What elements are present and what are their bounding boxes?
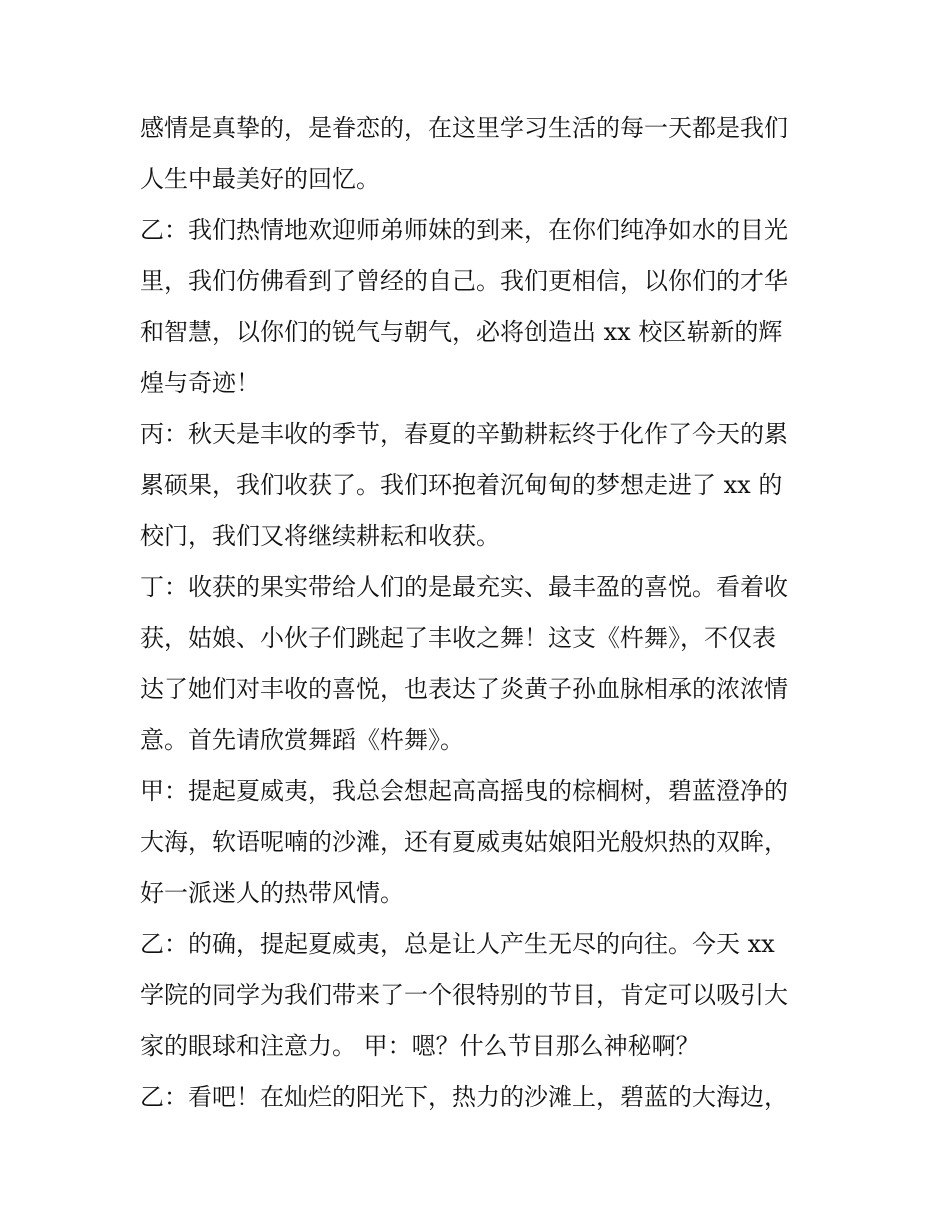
document-body (140, 103, 820, 1123)
text-line: 学院的同学为我们带来了一个很特别的节目，肯定可以吸引大 (140, 981, 788, 1009)
text-line: 里，我们仿佛看到了曾经的自己。我们更相信，以你们的才华 (140, 267, 788, 295)
text-line: 家的眼球和注意力。 甲：嗯？什么节目那么神秘啊？ (140, 1032, 700, 1060)
text-line: 达了她们对丰收的喜悦，也表达了炎黄子孙血脉相承的浓浓情 (140, 675, 788, 703)
text-line: 乙：的确，提起夏威夷，总是让人产生无尽的向往。今天 xx (140, 930, 775, 958)
text-line: 累硕果，我们收获了。我们环抱着沉甸甸的梦想走进了 xx 的 (140, 471, 783, 499)
text-line: 丁：收获的果实带给人们的是最充实、最丰盈的喜悦。看着收 (140, 573, 788, 601)
text-line: 丙：秋天是丰收的季节，春夏的辛勤耕耘终于化作了今天的累 (140, 420, 788, 448)
text-line: 大海，软语呢喃的沙滩，还有夏威夷姑娘阳光般炽热的双眸， (140, 828, 788, 856)
text-line: 人生中最美好的回忆。 (140, 165, 380, 193)
text-line: 获，姑娘、小伙子们跳起了丰收之舞！这支《杵舞》，不仅表 (140, 624, 776, 652)
text-line: 好一派迷人的热带风情。 (140, 879, 404, 907)
text-line: 校门，我们又将继续耕耘和收获。 (140, 522, 500, 550)
text-line: 感情是真挚的，是眷恋的，在这里学习生活的每一天都是我们 (140, 114, 788, 142)
text-line: 煌与奇迹！ (140, 369, 260, 397)
text-line: 乙：看吧！在灿烂的阳光下，热力的沙滩上，碧蓝的大海边， (140, 1083, 788, 1111)
text-line: 乙：我们热情地欢迎师弟师妹的到来，在你们纯净如水的目光 (140, 216, 788, 244)
text-line: 和智慧，以你们的锐气与朝气，必将创造出 xx 校区崭新的辉 (140, 318, 783, 346)
text-line: 意。首先请欣赏舞蹈《杵舞》。 (140, 726, 464, 754)
text-line: 甲：提起夏威夷，我总会想起高高摇曳的棕榈树，碧蓝澄净的 (140, 777, 788, 805)
